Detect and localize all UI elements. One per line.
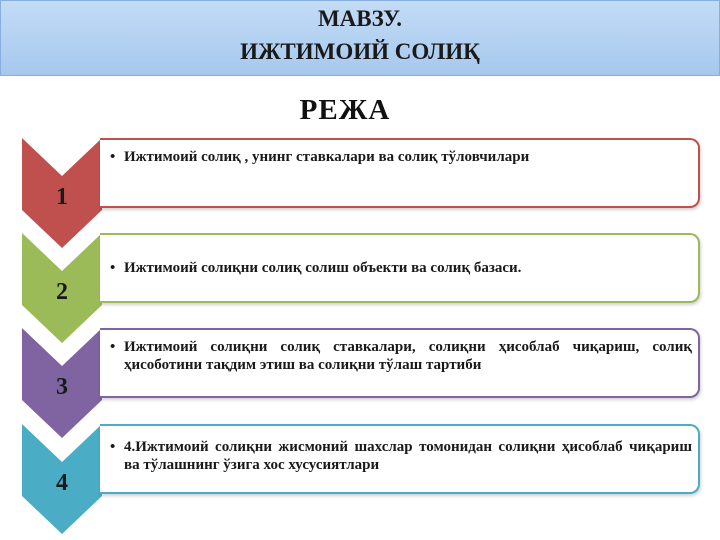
step-number: 4 (56, 470, 68, 496)
step-text-wrap (110, 438, 692, 474)
plan-heading: РЕЖА (299, 94, 391, 126)
step-box (100, 424, 700, 494)
bullet-mark: • (110, 260, 116, 276)
step-text: Ижтимоий солиқни солиқ солиш объекти ва солиқ базаси. (124, 260, 522, 276)
step-box (100, 138, 700, 208)
step-box (100, 233, 700, 303)
step-number: 1 (56, 184, 68, 210)
bullet-mark: • (110, 149, 116, 165)
step-chevron (22, 424, 102, 534)
step-text: Ижтимоий солиқ , унинг ставкалари ва солиқ тўловчилари (124, 149, 530, 165)
step-text-wrap (110, 259, 692, 277)
plan-step-2 (0, 233, 720, 343)
step-text-wrap (110, 148, 692, 166)
step-number: 3 (56, 374, 68, 400)
step-text: 4.Ижтимоий солиқни жисмоний шахслар томонидан солиқни ҳисоблаб чиқариш ва тўлашнинг ўзига хос хусусиятлари (124, 439, 692, 473)
step-text: Ижтимоий солиқни солиқ ставкалари, солиқни ҳисоблаб чиқариш, солиқ ҳисоботини тақдим этиш ва солиқни тўлаш тартиби (124, 339, 692, 373)
title-banner (0, 0, 720, 76)
plan-step-1 (0, 138, 720, 248)
step-text-wrap (110, 338, 692, 374)
step-chevron (22, 138, 102, 248)
plan-step-3 (0, 328, 720, 438)
step-box (100, 328, 700, 398)
plan-step-4 (0, 424, 720, 534)
step-chevron (22, 233, 102, 343)
topic-title: ИЖТИМОИЙ СОЛИҚ (240, 39, 480, 64)
step-chevron (22, 328, 102, 438)
step-number: 2 (56, 279, 68, 305)
topic-label: МАВЗУ. (317, 6, 403, 31)
bullet-mark: • (110, 339, 116, 355)
bullet-mark: • (110, 439, 116, 455)
